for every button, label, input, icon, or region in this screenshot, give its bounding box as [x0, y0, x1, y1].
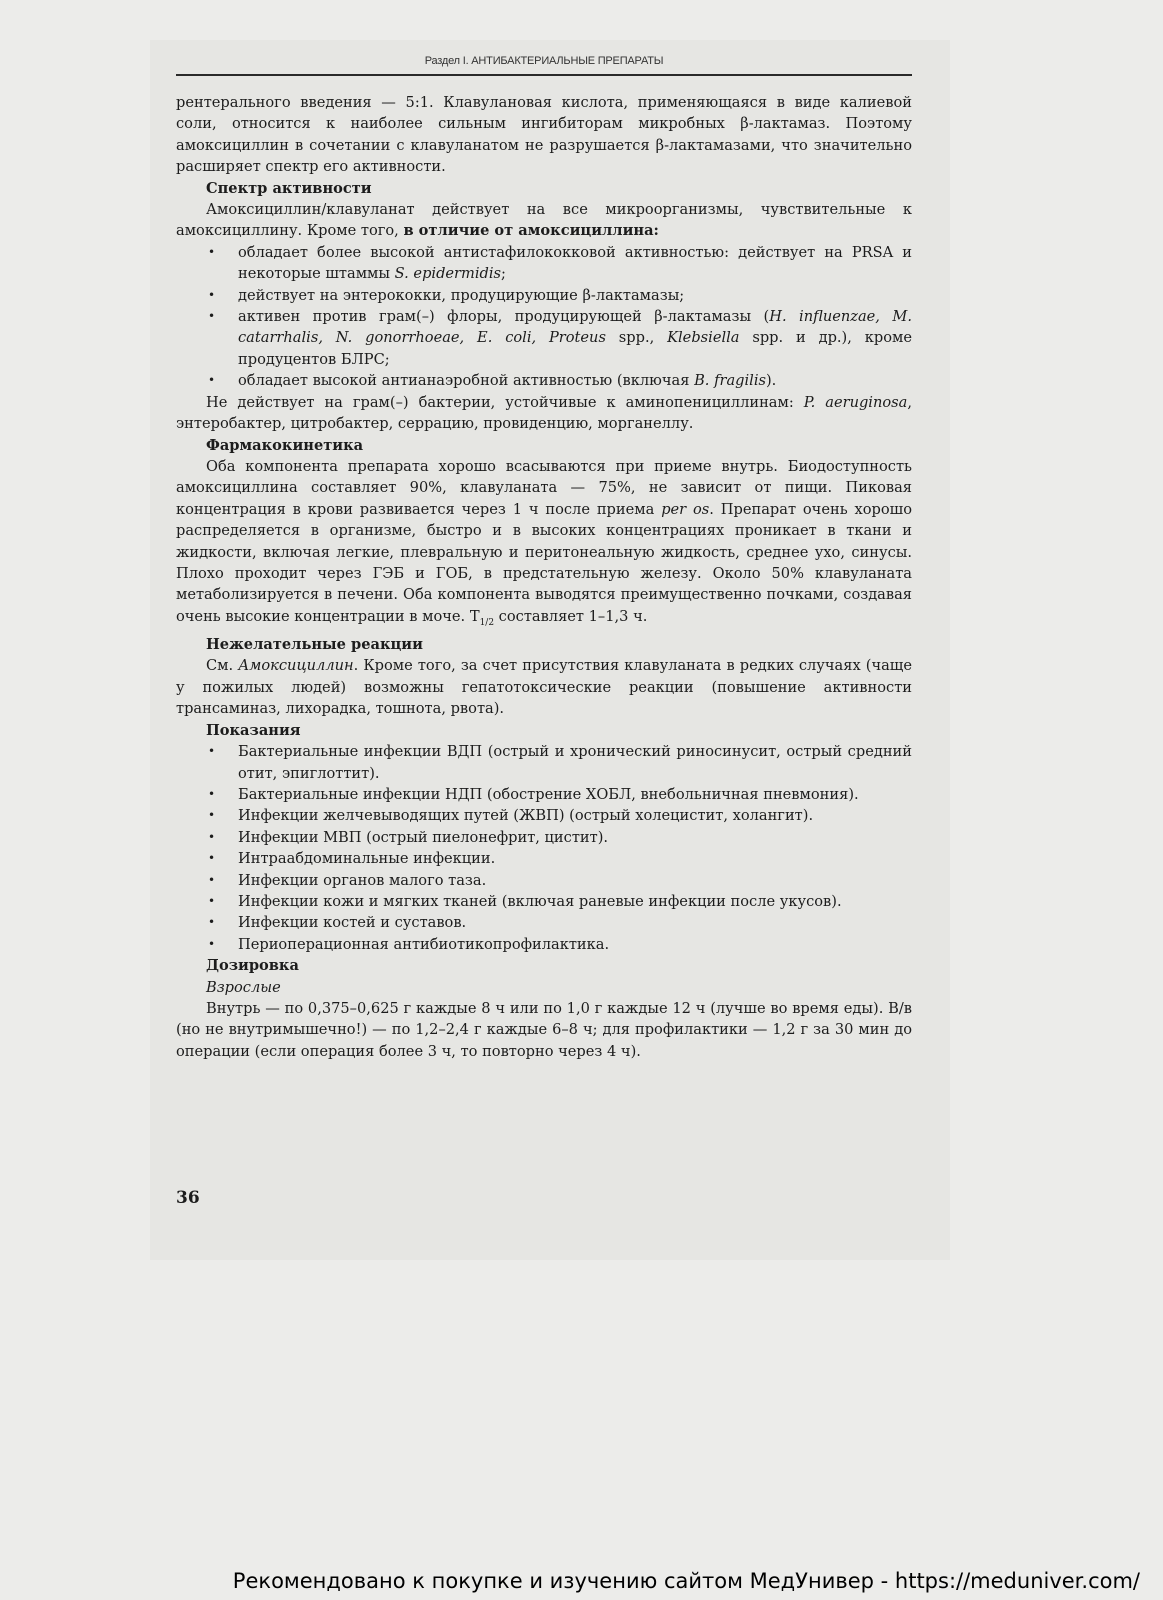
running-header: Раздел I. АНТИБАКТЕРИАЛЬНЫЕ ПРЕПАРАТЫ: [176, 48, 912, 76]
list-item: • обладает более высокой антистафилококковой активностью: действует на PRSA и некоторые штаммы S. epidermidis;: [206, 242, 912, 285]
list-item: • Бактериальные инфекции НДП (обострение ХОБЛ, внебольничная пневмония).: [206, 784, 912, 805]
adverse-paragraph: См. Амоксициллин. Кроме того, за счет присутствия клавуланата в редких случаях (чаще у пожилых людей) возможны гепатотоксические реакции (повышение активности трансаминаз, лихорадка, тошнота, рвота).: [176, 657, 912, 718]
dosage-subheading: Взрослые: [206, 978, 281, 996]
indications-heading: Показания: [206, 721, 301, 739]
list-item: • активен против грам(–) флоры, продуцирующей β-лактамазы (H. influenzae, M. catarrhalis, N. gonorrhoeae, E. coli, Proteus spp., Klebsiella spp. и др.), кроме продуцентов БЛРС;: [206, 306, 912, 370]
not-active-paragraph: Не действует на грам(–) бактерии, устойчивые к аминопенициллинам: P. aeruginosa, энтеробактер, цитробактер, серрацию, провиденцию, морганеллу.: [176, 393, 912, 433]
dosage-paragraph: Внутрь — по 0,375–0,625 г каждые 8 ч или по 1,0 г каждые 12 ч (лучше во время еды). В/в (но не внутримышечно!) — по 1,2–2,4 г каждые 6–8 ч; для профилактики — 1,2 г за 30 мин до операции (если операция более 3 ч, то повторно через 4 ч).: [176, 999, 912, 1060]
list-item: • Периоперационная антибиотикопрофилактика.: [206, 934, 912, 955]
page-number: 36: [176, 1188, 200, 1208]
pharmacokinetics-heading: Фармакокинетика: [206, 436, 364, 454]
footer-recommendation: Рекомендовано к покупке и изучению сайтом МедУнивер - https://meduniver.com/: [232, 1569, 1140, 1593]
list-item: • Инфекции костей и суставов.: [206, 912, 912, 933]
list-item: • Инфекции МВП (острый пиелонефрит, цистит).: [206, 827, 912, 848]
spectrum-heading: Спектр активности: [206, 179, 372, 197]
dosage-heading: Дозировка: [206, 957, 299, 975]
indications-list: [176, 741, 912, 955]
adverse-heading: Нежелательные реакции: [206, 636, 423, 654]
list-item: • Инфекции желчевыводящих путей (ЖВП) (острый холецистит, холангит).: [206, 805, 912, 826]
pharmacokinetics-paragraph: Оба компонента препарата хорошо всасываются при приеме внутрь. Биодоступность амоксициллина составляет 90%, клавуланата — 75%, не зависит от пищи. Пиковая концентрация в крови развивается через 1 ч после приема per os. Препарат очень хорошо распределяется в организме, быстро и в высоких концентрациях проникает в ткани и жидкости, включая легкие, плевральную и перитонеальную жидкость, среднее ухо, синусы. Плохо проходит через ГЭБ и ГОБ, в предстательную железу. Около 50% клавуланата метаболизируется в печени. Оба компонента выводятся преимущественно почками, создавая очень высокие концентрации в моче. $T_{1/2}$ составляет 1–1,3 ч.: [176, 457, 912, 628]
list-item: • Инфекции органов малого таза.: [206, 870, 912, 891]
list-item: • Интраабдоминальные инфекции.: [206, 848, 912, 869]
list-item: • обладает высокой антианаэробной активностью (включая B. fragilis).: [206, 370, 912, 391]
list-item: • действует на энтерококки, продуцирующие β-лактамазы;: [206, 285, 912, 306]
intro-paragraph: рентерального введения — 5:1. Клавулановая кислота, применяющаяся в виде калиевой соли, относится к наиболее сильным ингибиторам микробных β-лактамаз. Поэтому амоксициллин в сочетании с клавуланатом не разрушается β-лактамазами, что значительно расширяет спектр его активности.: [176, 94, 912, 176]
spectrum-paragraph: Амоксициллин/клавуланат действует на все микроорганизмы, чувствительные к амоксициллину. Кроме того, в отличие от амоксициллина:: [176, 201, 912, 240]
page-content: [176, 92, 912, 1062]
list-item: • Бактериальные инфекции ВДП (острый и хронический риносинусит, острый средний отит, эпиглоттит).: [206, 741, 912, 784]
list-item: • Инфекции кожи и мягких тканей (включая раневые инфекции после укусов).: [206, 891, 912, 912]
spectrum-list: [176, 242, 912, 392]
